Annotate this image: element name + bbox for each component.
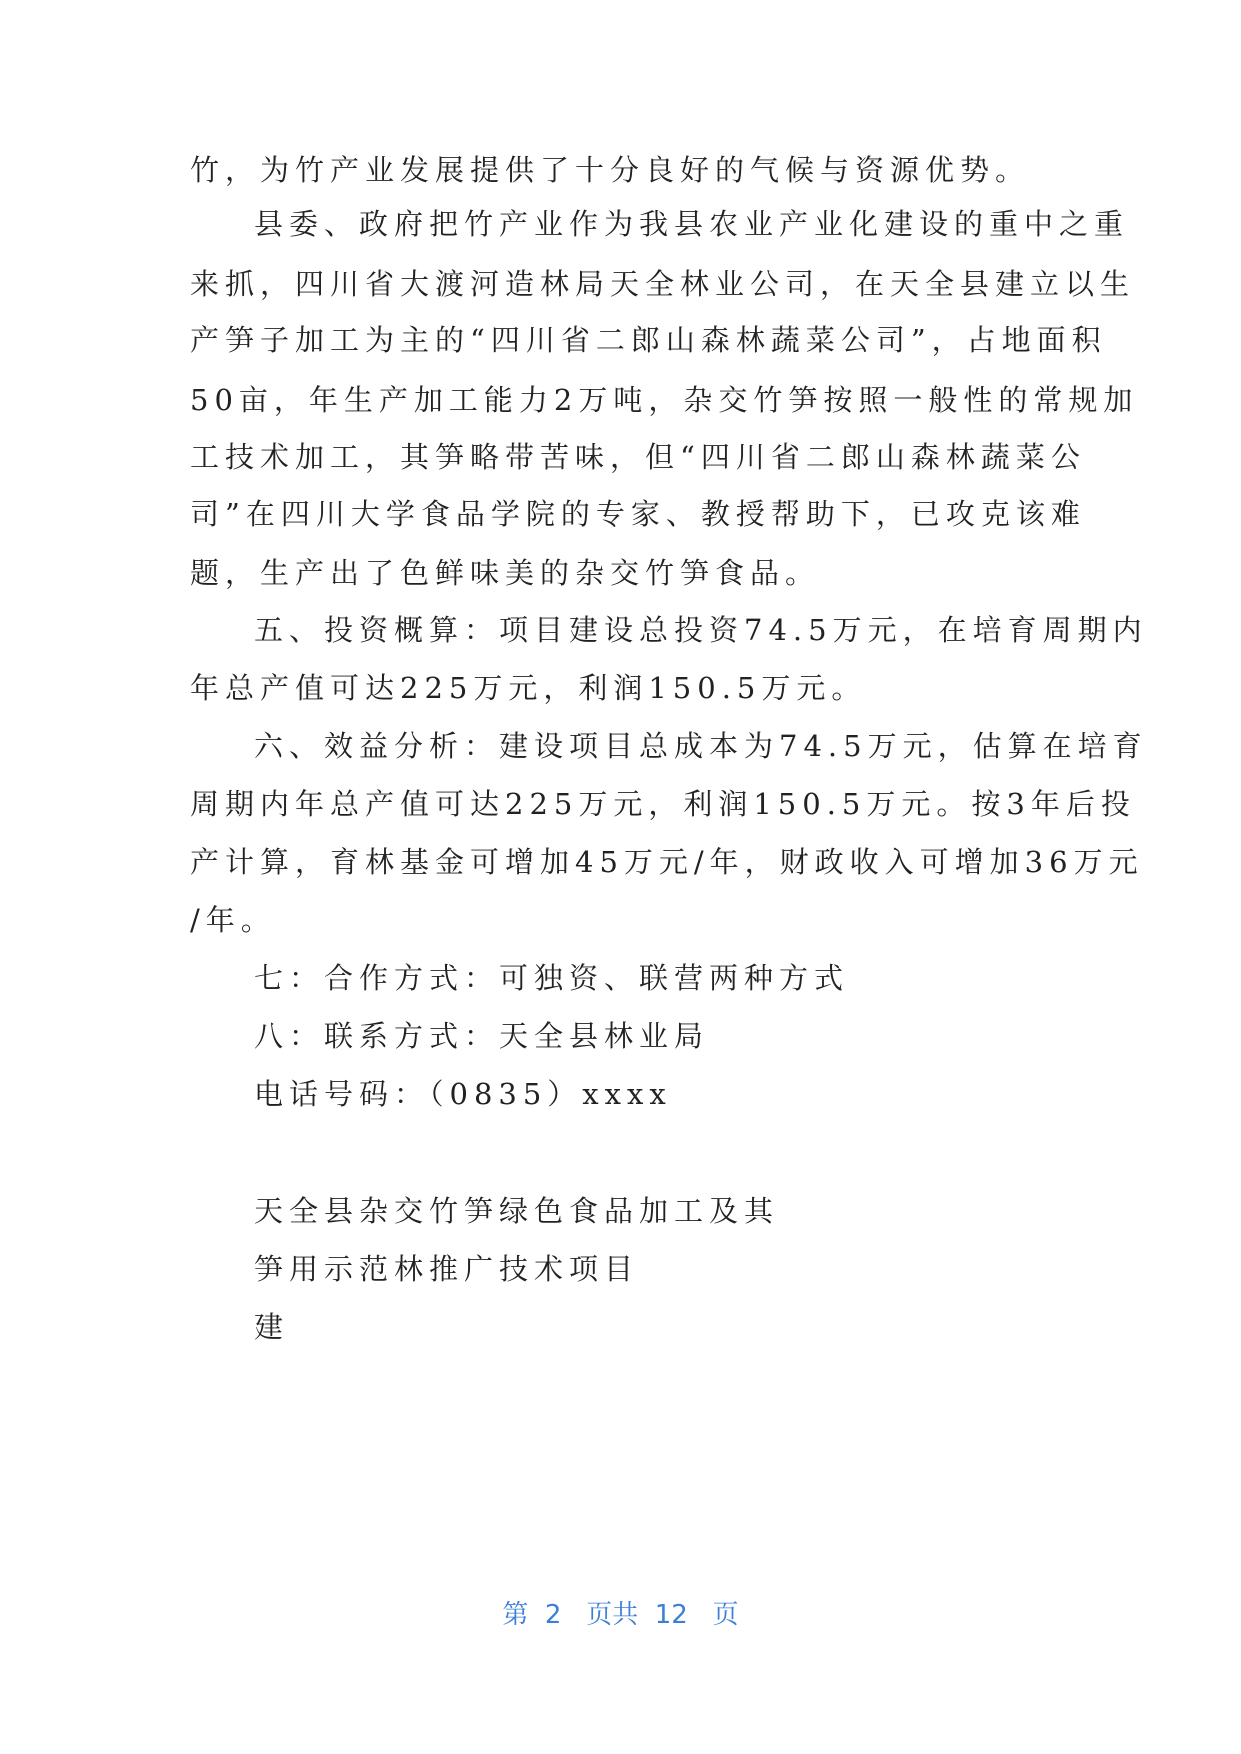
title-line: 建 bbox=[254, 1310, 290, 1344]
body-line: /年。 bbox=[190, 903, 276, 937]
body-line: 来抓，四川省大渡河造林局天全林业公司，在天全县建立以生 bbox=[190, 267, 1136, 301]
body-line: 县委、政府把竹产业作为我县农业产业化建设的重中之重 bbox=[254, 207, 1130, 241]
body-line: 年总产值可达225万元，利润150.5万元。 bbox=[190, 671, 867, 705]
page-number-footer: 第 2 页共 12 页 bbox=[502, 1600, 739, 1630]
body-line: 周期内年总产值可达225万元，利润150.5万元。按3年后投 bbox=[190, 787, 1136, 821]
body-line: 产计算，育林基金可增加45万元/年，财政收入可增加36万元 bbox=[190, 845, 1144, 879]
body-line: 六、效益分析：建设项目总成本为74.5万元，估算在培育 bbox=[254, 729, 1148, 763]
body-line: 竹，为竹产业发展提供了十分良好的气候与资源优势。 bbox=[190, 153, 1031, 187]
body-line: 50亩，年生产加工能力2万吨，杂交竹笋按照一般性的常规加 bbox=[190, 383, 1139, 417]
body-line: 产笋子加工为主的“四川省二郎山森林蔬菜公司”，占地面积 bbox=[190, 323, 1107, 357]
body-line: 司”在四川大学食品学院的专家、教授帮助下，已攻克该难 bbox=[190, 497, 1086, 531]
body-line: 八：联系方式：天全县林业局 bbox=[254, 1019, 710, 1053]
body-line: 电话号码：（0835）xxxx bbox=[254, 1077, 672, 1111]
body-line: 七：合作方式：可独资、联营两种方式 bbox=[254, 961, 850, 995]
body-line: 题，生产出了色鲜味美的杂交竹笋食品。 bbox=[190, 556, 821, 590]
body-line: 五、投资概算：项目建设总投资74.5万元，在培育周期内 bbox=[254, 613, 1148, 647]
title-line: 笋用示范林推广技术项目 bbox=[254, 1252, 640, 1286]
title-line: 天全县杂交竹笋绿色食品加工及其 bbox=[254, 1194, 780, 1228]
body-line: 工技术加工，其笋略带苦味，但“四川省二郎山森林蔬菜公 bbox=[190, 440, 1086, 474]
